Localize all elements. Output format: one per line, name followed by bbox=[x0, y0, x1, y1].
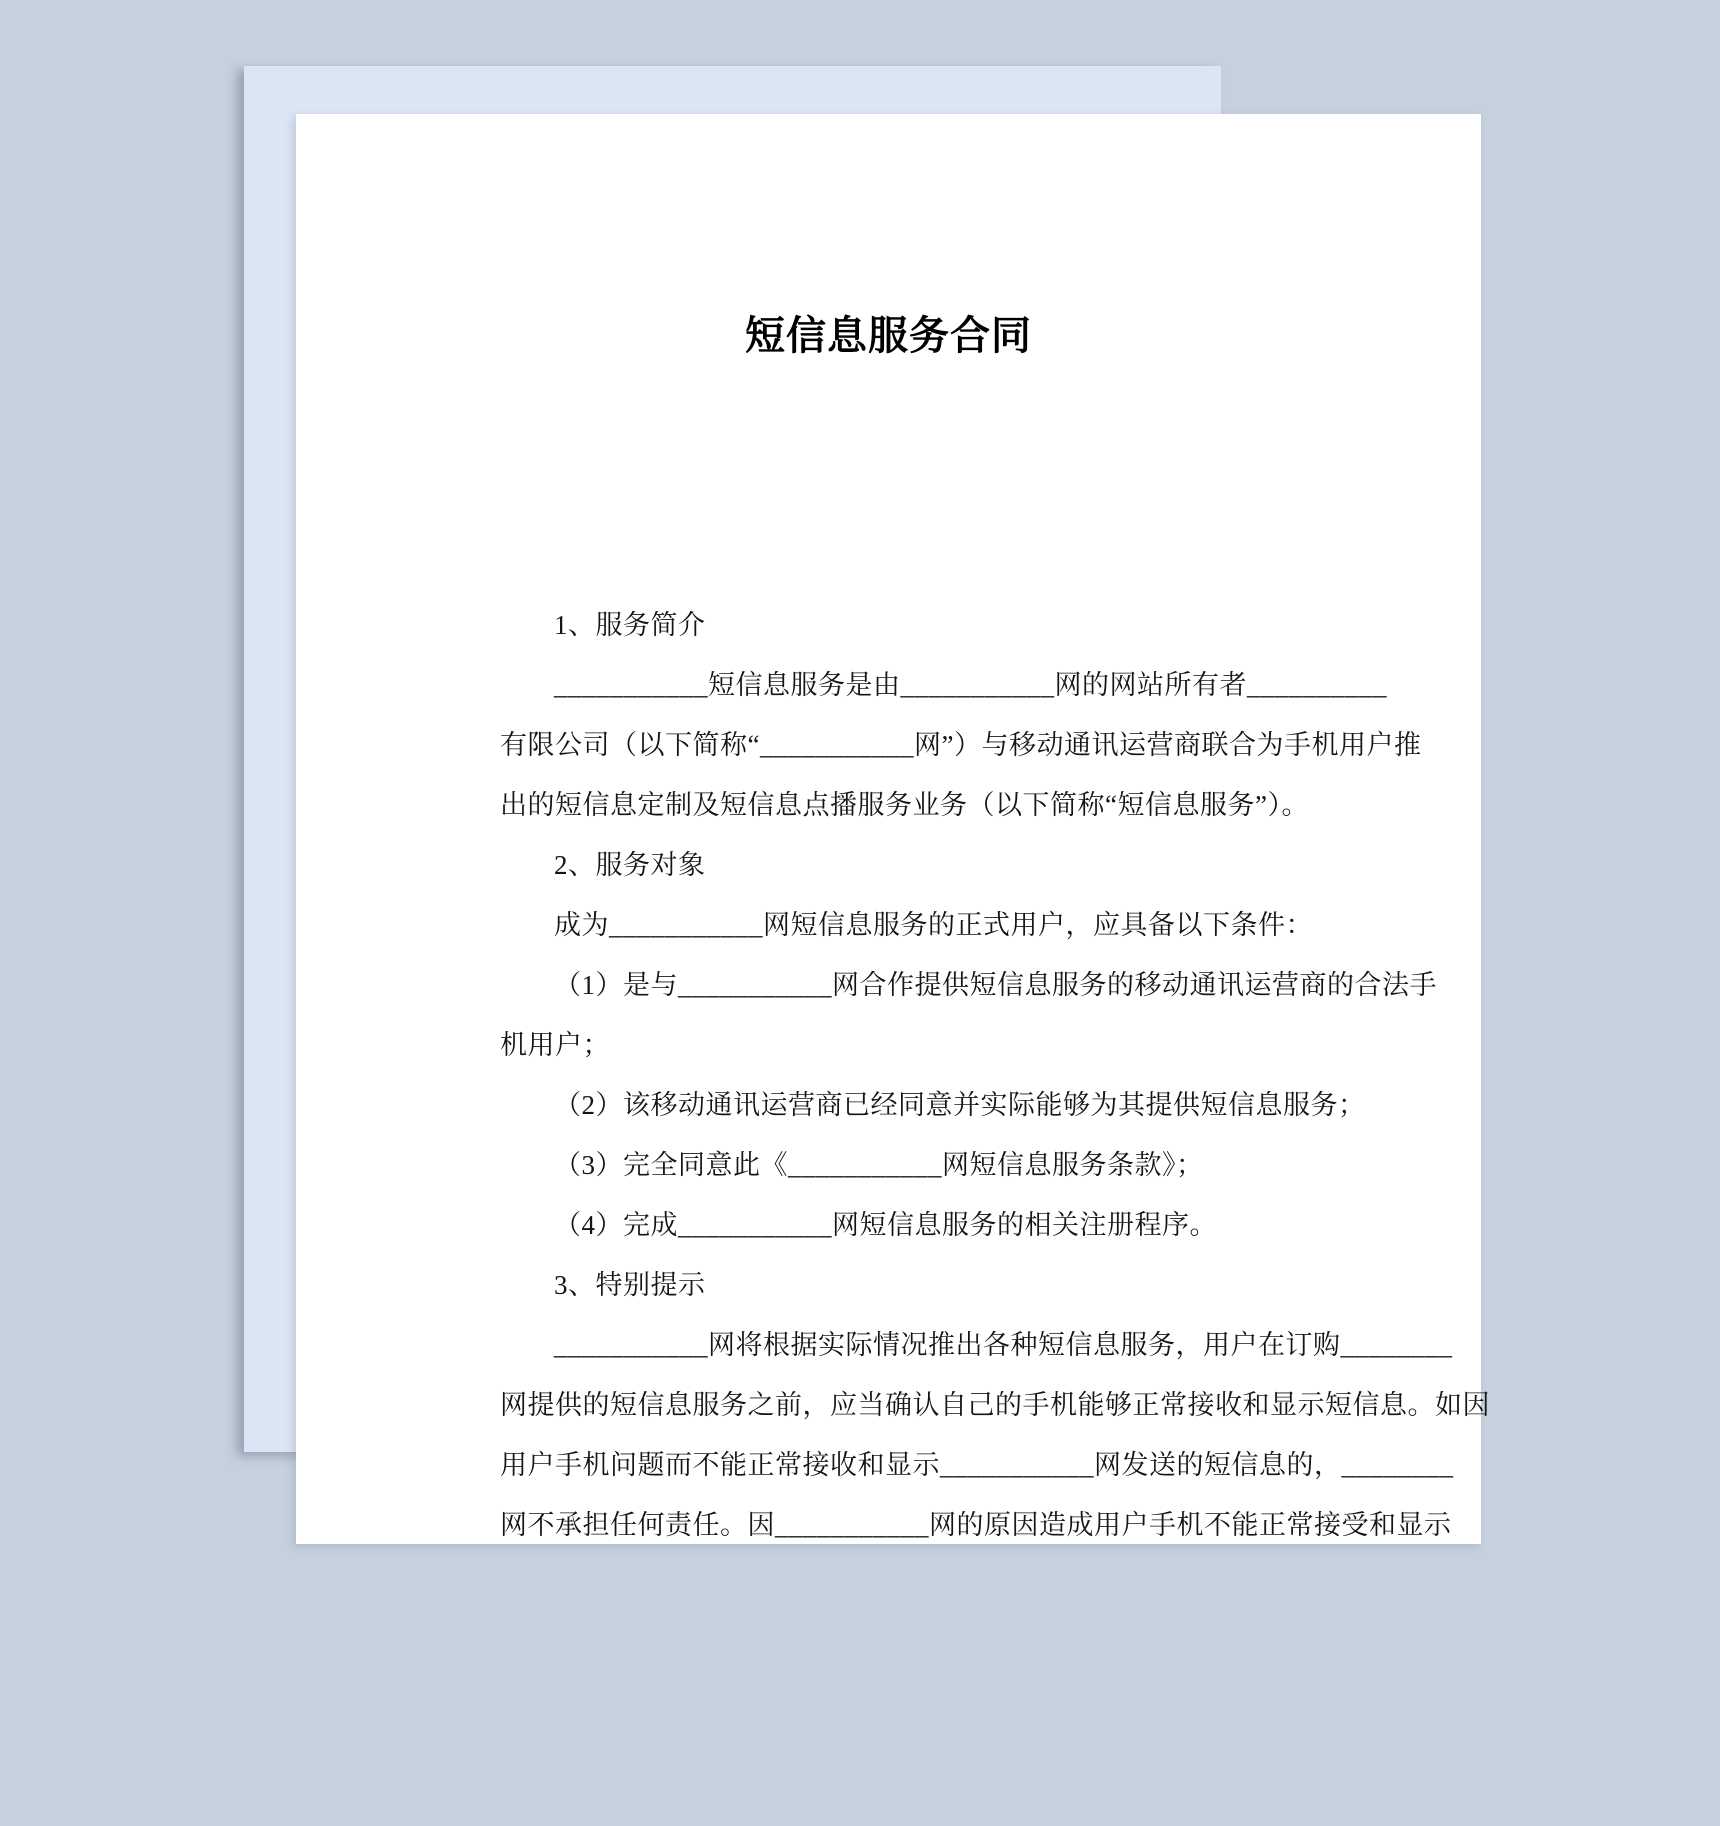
contract-line: （3）完全同意此《___________网短信息服务条款》； bbox=[554, 1150, 1204, 1180]
contract-line: 网提供的短信息服务之前，应当确认自己的手机能够正常接收和显示短信息。如因 bbox=[500, 1390, 1490, 1420]
contract-line: （4）完成___________网短信息服务的相关注册程序。 bbox=[554, 1210, 1217, 1240]
contract-line: 1、服务简介 bbox=[554, 610, 706, 640]
contract-line: 网不承担任何责任。因___________网的原因造成用户手机不能正常接受和显示 bbox=[500, 1510, 1452, 1540]
contract-line: （1）是与___________网合作提供短信息服务的移动通讯运营商的合法手 bbox=[554, 970, 1437, 1000]
contract-line: ___________短信息服务是由___________网的网站所有者__________ bbox=[554, 670, 1387, 700]
contract-line: 有限公司（以下简称“___________网”）与移动通讯运营商联合为手机用户推 bbox=[500, 730, 1422, 760]
document-title: 短信息服务合同 bbox=[745, 314, 1032, 358]
contract-line: （2）该移动通讯运营商已经同意并实际能够为其提供短信息服务； bbox=[554, 1090, 1366, 1120]
contract-line: 成为___________网短信息服务的正式用户，应具备以下条件： bbox=[554, 910, 1313, 940]
contract-line: ___________网将根据实际情况推出各种短信息服务，用户在订购________ bbox=[554, 1330, 1453, 1360]
contract-line: 3、特别提示 bbox=[554, 1270, 706, 1300]
document-page bbox=[296, 114, 1490, 1544]
contract-line: 2、服务对象 bbox=[554, 850, 706, 880]
contract-line: 用户手机问题而不能正常接收和显示___________网发送的短信息的，________ bbox=[500, 1450, 1454, 1480]
contract-line: 机用户； bbox=[500, 1030, 610, 1060]
document-body bbox=[500, 595, 1490, 1555]
contract-line: 出的短信息定制及短信息点播服务业务（以下简称“短信息服务”）。 bbox=[500, 790, 1309, 820]
